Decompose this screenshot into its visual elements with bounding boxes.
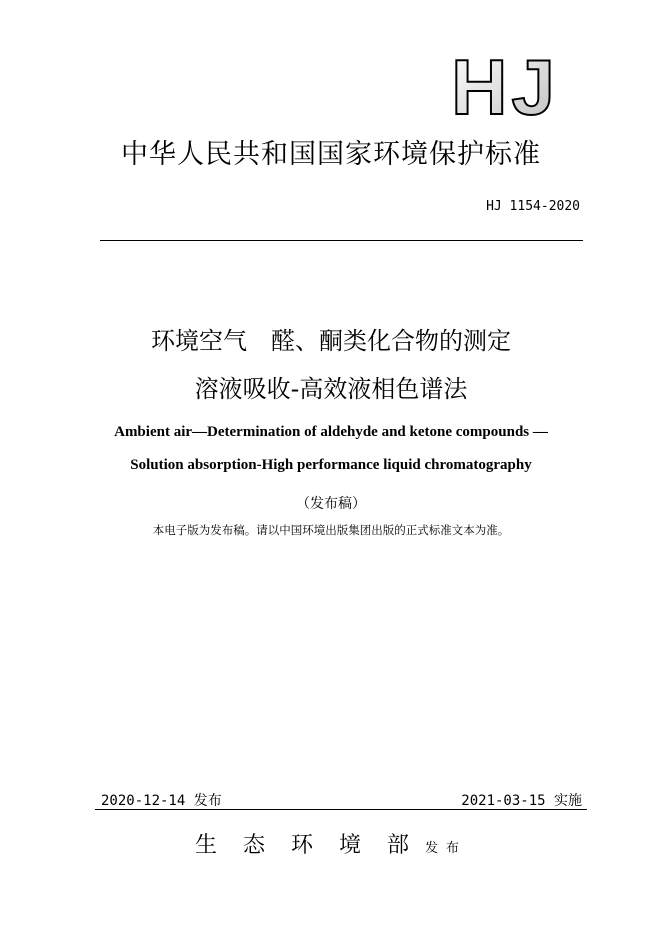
edition-notice: 本电子版为发布稿。请以中国环境出版集团出版的正式标准文本为准。 xyxy=(152,523,510,537)
implementation-date: 2021-03-15 实施 xyxy=(461,793,582,809)
issue-date: 2020-12-14 发布 xyxy=(101,793,222,809)
hj-logo xyxy=(440,52,570,122)
standard-code: HJ 1154-2020 xyxy=(486,199,580,214)
cn-title-line-1: 环境空气 醛、酮类化合物的测定 xyxy=(151,327,511,355)
en-title-line-2: Solution absorption-High performance liquid chromatography xyxy=(130,457,532,473)
publisher-suffix: 发布 xyxy=(425,841,468,856)
standard-title: 中华人民共和国国家环境保护标准 xyxy=(121,139,541,170)
footer-divider xyxy=(95,809,587,810)
publisher-name: 生态环境部 xyxy=(194,833,435,858)
header-divider xyxy=(100,240,583,241)
publisher-line xyxy=(0,828,662,859)
cn-title-line-2: 溶液吸收-高效液相色谱法 xyxy=(194,375,468,403)
draft-tag: （发布稿） xyxy=(296,496,366,512)
en-title-line-1: Ambient air—Determination of aldehyde and ketone compounds — xyxy=(114,424,548,440)
logo-text: HJ xyxy=(451,52,559,122)
